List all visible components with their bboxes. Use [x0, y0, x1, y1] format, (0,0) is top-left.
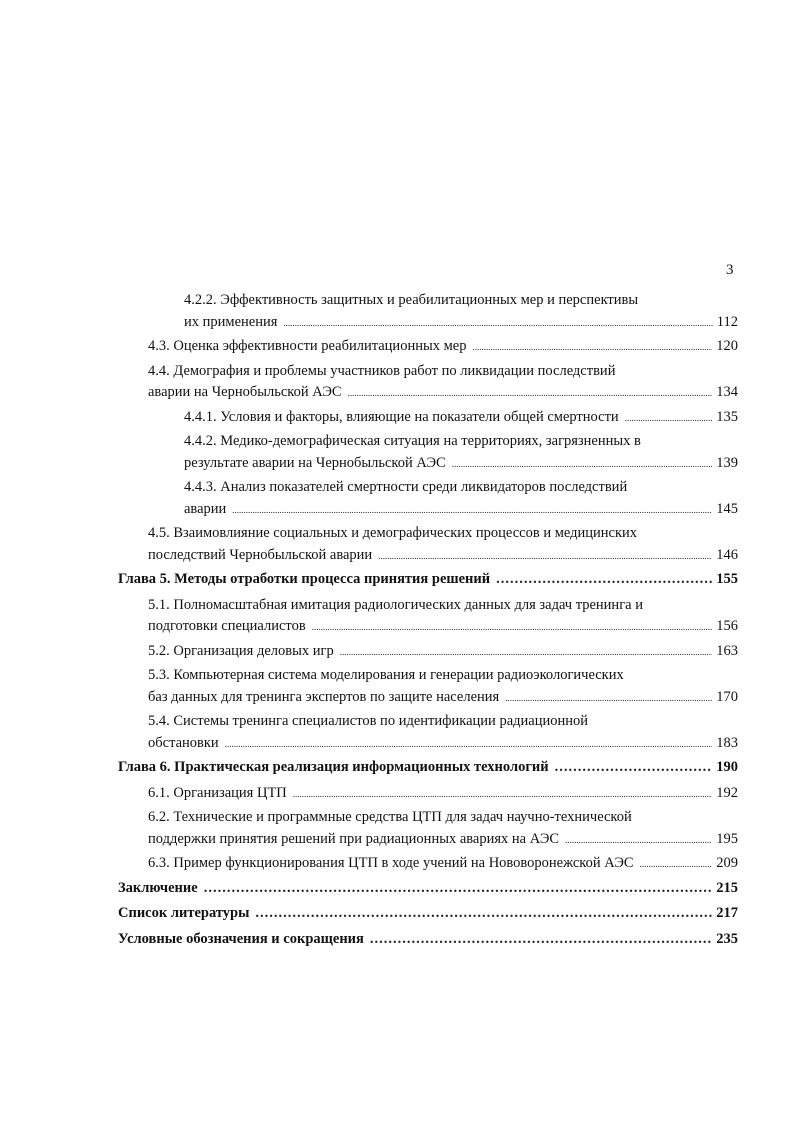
toc-entry-4-5[interactable]	[118, 523, 738, 567]
dot-leader	[555, 757, 713, 779]
dot-leader	[452, 454, 713, 476]
toc-page-number: 183	[716, 734, 738, 751]
toc-page-number: 209	[716, 855, 738, 871]
dot-leader	[565, 830, 712, 852]
toc-entry-6-1[interactable]	[118, 783, 738, 806]
dot-leader	[340, 642, 713, 664]
toc-abbreviations[interactable]	[118, 929, 738, 951]
toc-chapter-6[interactable]	[118, 757, 738, 779]
toc-entry-5-3[interactable]	[118, 665, 738, 709]
dot-leader	[370, 929, 712, 951]
toc-entry-text: 4.5. Взаимовлияние социальных и демографических процессов и медицинских	[148, 525, 638, 541]
toc-entry-text: 4.4. Демография и проблемы участников работ по ликвидации последствий	[148, 362, 616, 379]
toc-entry-text: 6.2. Технические и программные средства ЦТП для задач научно-технической	[148, 809, 632, 825]
toc-entry-text: 6.1. Организация ЦТП	[148, 784, 287, 801]
toc-page-number: 139	[716, 454, 738, 471]
dot-leader	[293, 784, 712, 806]
toc-entry-text: 6.3. Пример функционирования ЦТП в ходе учений на Нововоронежской АЭС	[148, 855, 634, 871]
toc-entry-text: 4.4.1. Условия и факторы, влияющие на показатели общей смертности	[184, 408, 619, 425]
dot-leader	[496, 569, 712, 591]
toc-page-number: 112	[716, 313, 738, 330]
toc-page-number: 170	[716, 688, 738, 705]
toc-entry-6-3[interactable]	[118, 853, 738, 876]
toc-page-number: 215	[716, 879, 738, 896]
toc-page-number: 146	[716, 546, 738, 563]
toc-page-number: 120	[716, 338, 738, 354]
toc-entry-text: поддержки принятия решений при радиационных авариях на АЭС	[148, 830, 560, 847]
table-of-contents	[118, 290, 738, 954]
dot-leader	[505, 688, 712, 710]
toc-entry-5-4[interactable]	[118, 711, 738, 755]
toc-entry-5-2[interactable]	[118, 641, 738, 664]
toc-page-number: 135	[716, 408, 738, 425]
toc-entry-4-2-2[interactable]	[118, 290, 738, 334]
toc-page-number: 134	[716, 384, 738, 400]
toc-page-number: 190	[716, 759, 738, 775]
toc-entry-4-4[interactable]	[118, 361, 738, 405]
toc-page-number: 155	[716, 571, 738, 587]
dot-leader	[312, 617, 713, 639]
dot-leader	[225, 734, 713, 756]
toc-entry-4-4-3[interactable]	[118, 477, 738, 521]
toc-entry-text: 4.2.2. Эффективность защитных и реабилитационных мер и перспективы	[184, 292, 639, 308]
toc-entry-4-4-2[interactable]	[118, 431, 738, 475]
toc-page-number: 235	[716, 930, 738, 947]
toc-entry-5-1[interactable]	[118, 595, 738, 639]
toc-page-number: 192	[716, 784, 738, 801]
dot-leader	[255, 903, 712, 925]
dot-leader	[204, 878, 713, 900]
toc-entry-text: последствий Чернобыльской аварии	[148, 546, 373, 563]
toc-chapter-5[interactable]	[118, 569, 738, 591]
toc-entry-text: 5.1. Полномасштабная имитация радиологических данных для задач тренинга и	[148, 596, 643, 613]
toc-page-number: 156	[716, 618, 738, 634]
toc-entry-text: аварии на Чернобыльской АЭС	[148, 384, 342, 400]
toc-entry-text: 4.3. Оценка эффективности реабилитационных мер	[148, 338, 467, 354]
dot-leader	[640, 854, 713, 876]
toc-entry-text: 5.2. Организация деловых игр	[148, 642, 334, 659]
toc-references[interactable]	[118, 903, 738, 925]
toc-entry-text: аварии	[184, 500, 227, 517]
dot-leader	[472, 337, 712, 359]
toc-entry-4-4-1[interactable]	[118, 407, 738, 430]
dot-leader	[348, 383, 713, 405]
toc-entry-text: 5.4. Системы тренинга специалистов по идентификации радиационной	[148, 713, 588, 729]
toc-entry-text: 5.3. Компьютерная система моделирования и генерации радиоэкологических	[148, 667, 624, 683]
dot-leader	[232, 500, 712, 522]
toc-entry-6-2[interactable]	[118, 807, 738, 851]
toc-page-number: 163	[716, 642, 738, 659]
toc-conclusion[interactable]	[118, 878, 738, 900]
dot-leader	[625, 408, 713, 430]
toc-chapter-title: Список литературы	[118, 905, 250, 921]
toc-entry-4-3[interactable]	[118, 336, 738, 359]
dot-leader	[378, 546, 712, 568]
toc-entry-text: результате аварии на Чернобыльской АЭС	[184, 454, 446, 471]
toc-chapter-title: Заключение	[118, 879, 198, 896]
toc-entry-text: баз данных для тренинга экспертов по защите населения	[148, 688, 500, 705]
toc-entry-text: обстановки	[148, 734, 219, 751]
dot-leader	[283, 313, 712, 335]
toc-entry-text: 4.4.2. Медико-демографическая ситуация на территориях, загрязненных в	[184, 433, 641, 449]
toc-page-number: 145	[716, 500, 738, 517]
toc-page-number: 217	[716, 905, 738, 921]
toc-entry-text: подготовки специалистов	[148, 618, 306, 634]
page-number: 3	[726, 262, 734, 278]
toc-page-number: 195	[716, 830, 738, 847]
toc-chapter-title: Глава 6. Практическая реализация информационных технологий	[118, 759, 549, 775]
toc-entry-text: их применения	[184, 313, 278, 330]
toc-entry-text: 4.4.3. Анализ показателей смертности среди ликвидаторов последствий	[184, 479, 628, 495]
toc-chapter-title: Глава 5. Методы отработки процесса принятия решений	[118, 571, 491, 587]
toc-chapter-title: Условные обозначения и сокращения	[118, 930, 364, 947]
